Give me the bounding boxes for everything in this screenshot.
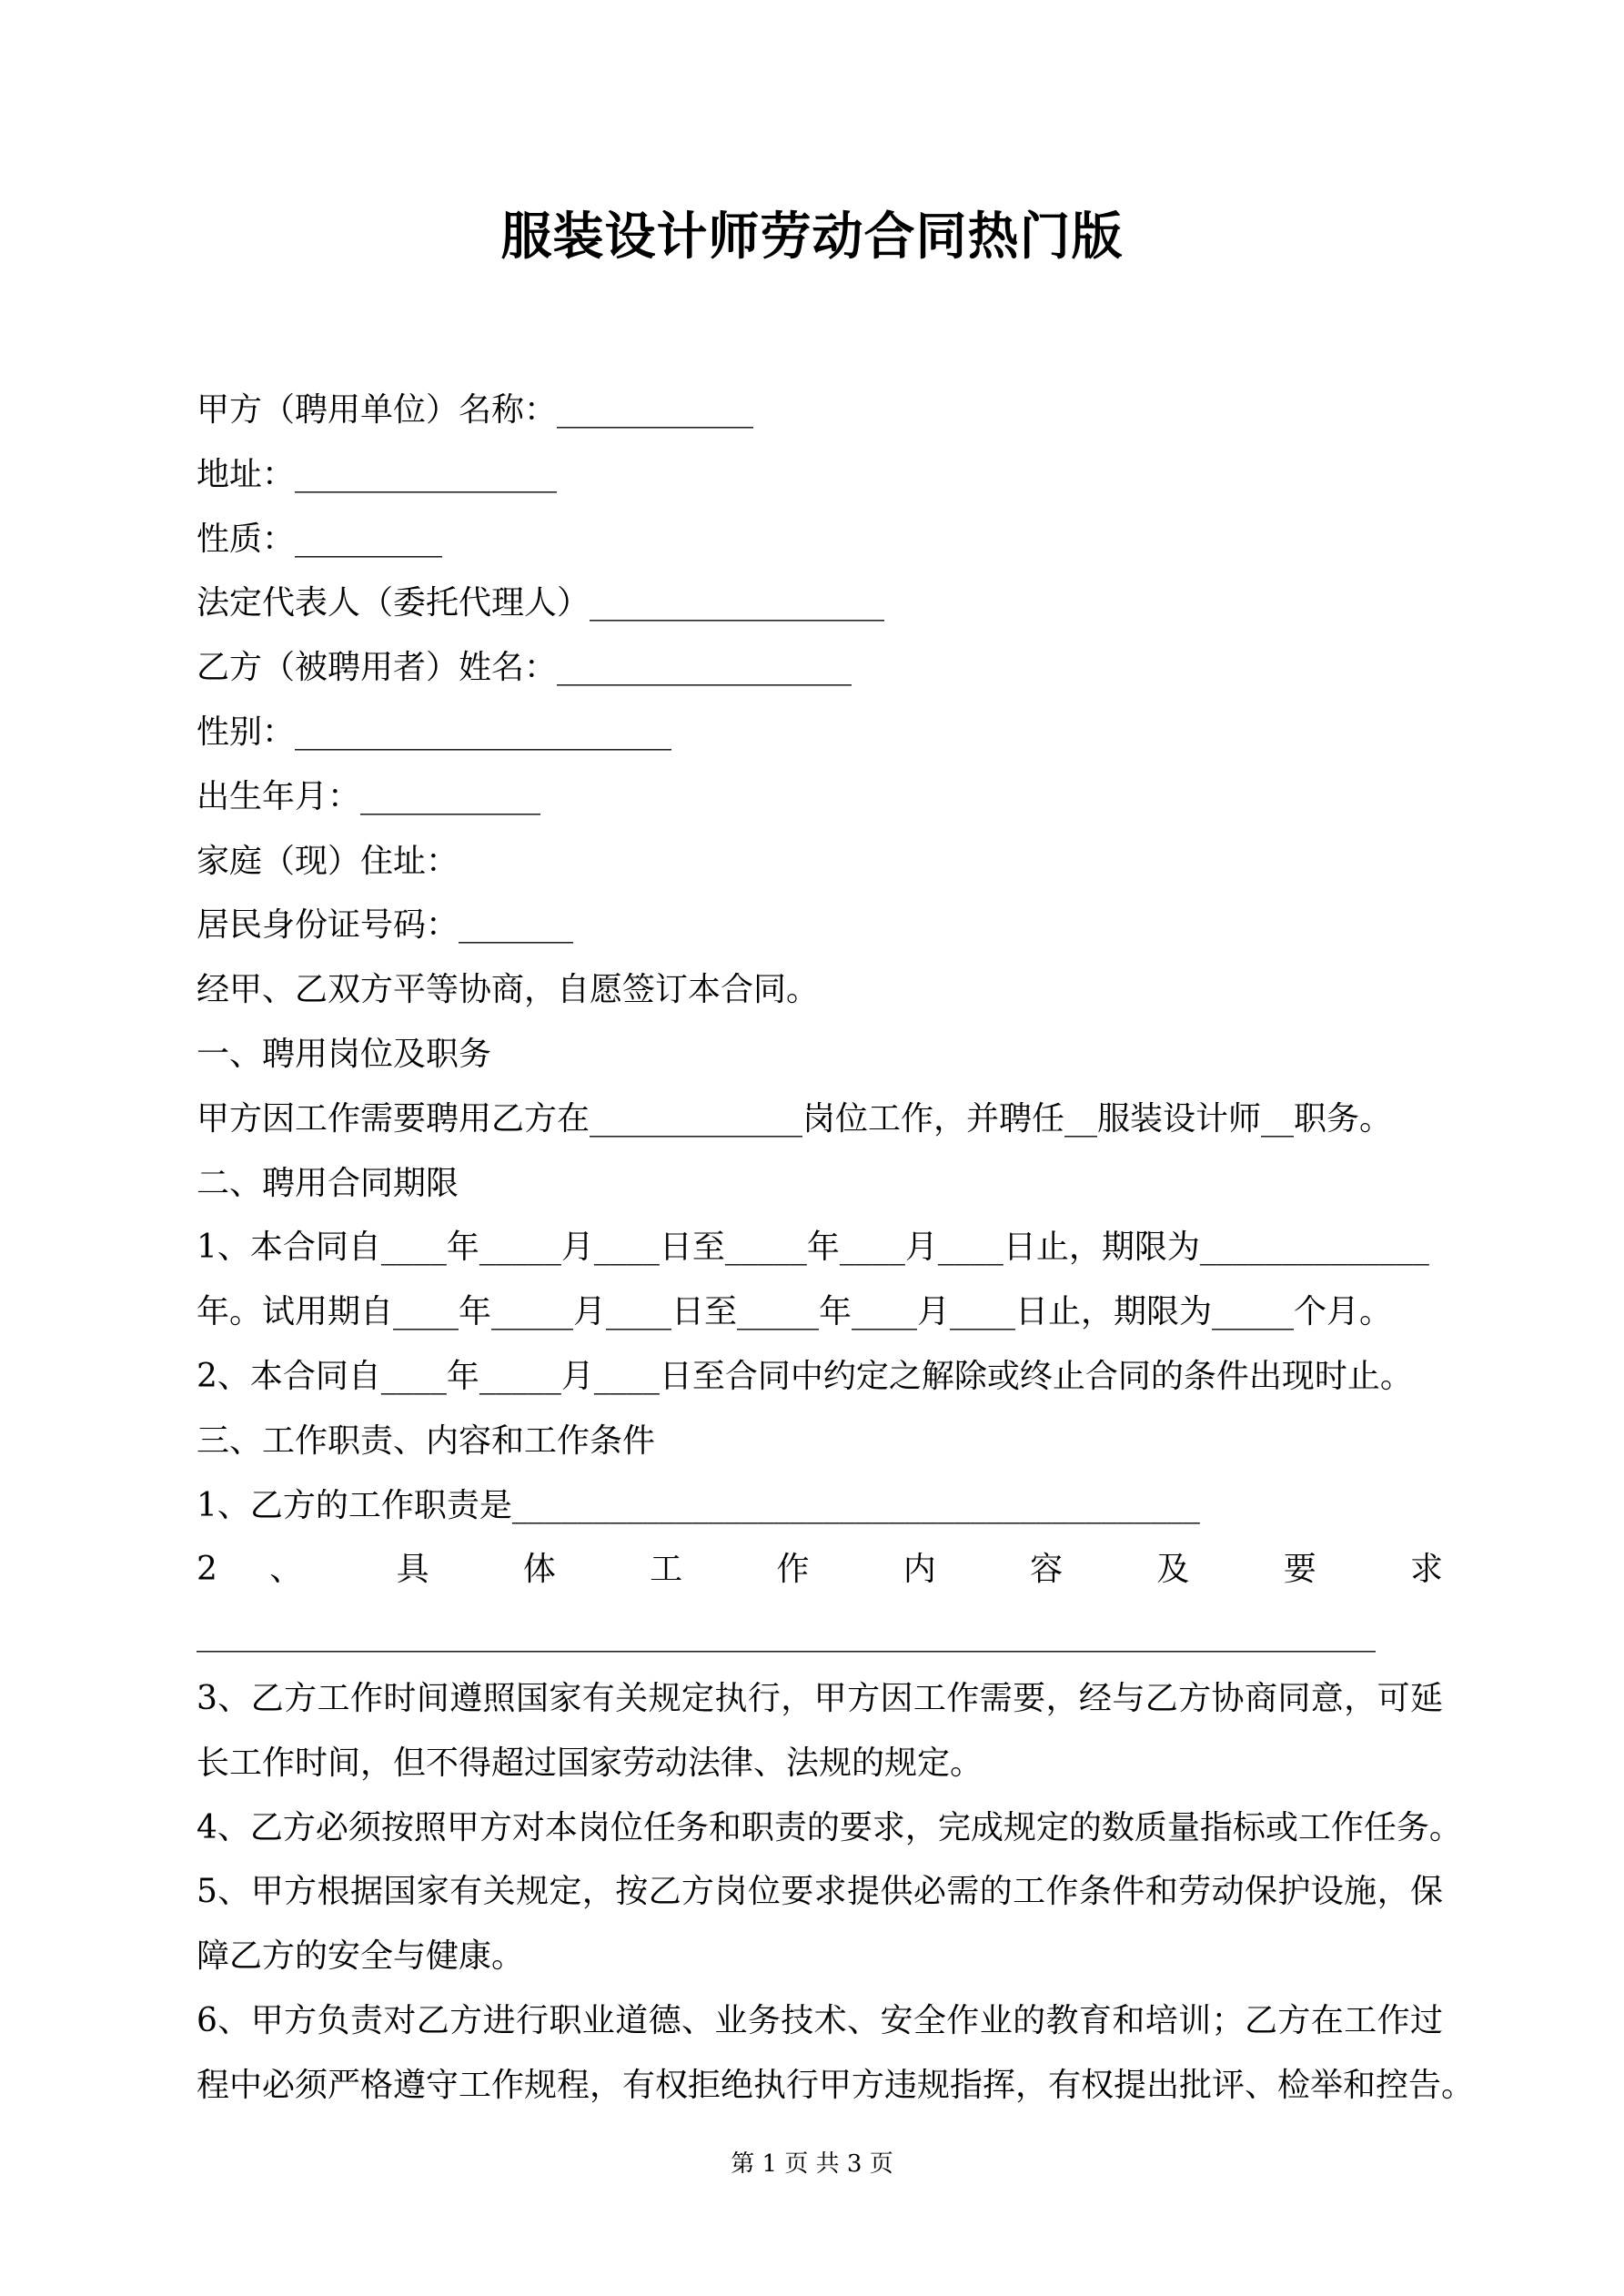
clause-term-1-cont: 年。试用期自____年_____月____日至_____年____月____日止，期限为_____个月。: [197, 1293, 1393, 1331]
birth-date-field: 出生年月：___________: [197, 777, 541, 815]
contract-body: [197, 379, 1475, 2119]
clause-duties-2: 2 、 具 体 工 作 内 容 及 要 求: [197, 1551, 1443, 1589]
party-a-nature-field: 性质：_________: [197, 520, 443, 558]
gender-field: 性别：_______________________: [197, 713, 672, 751]
clause-term-2: 2、本合同自____年_____月____日至合同中约定之解除或终止合同的条件出现时止。: [197, 1357, 1413, 1395]
party-a-address-field: 地址：________________: [197, 455, 558, 493]
id-number-field: 居民身份证号码：_______: [197, 906, 574, 945]
section-heading-1: 一、聘用岗位及职务: [197, 1035, 492, 1073]
clause-duties-1: 1、乙方的工作职责是__________________________________________: [197, 1486, 1200, 1524]
agreement-statement: 经甲、乙双方平等协商，自愿签订本合同。: [197, 971, 820, 1009]
document-title: 服装设计师劳动合同热门版: [500, 207, 1124, 267]
clause-duties-6-cont: 程中必须严格遵守工作规程，有权拒绝执行甲方违规指挥，有权提出批评、检举和控告。: [197, 2066, 1475, 2104]
clause-position: 甲方因工作需要聘用乙方在_____________岗位工作，并聘任__服装设计师__职务。: [197, 1099, 1393, 1138]
legal-representative-field: 法定代表人（委托代理人）__________________: [197, 584, 885, 622]
duties-blank-line: ________________________________________________________________________: [197, 1615, 1376, 1654]
section-heading-3: 三、工作职责、内容和工作条件: [197, 1421, 656, 1460]
clause-duties-6: 6、甲方负责对乙方进行职业道德、业务技术、安全作业的教育和培训；乙方在工作过: [197, 2001, 1443, 2039]
party-b-name-field: 乙方（被聘用者）姓名：__________________: [197, 649, 852, 687]
clause-duties-5-cont: 障乙方的安全与健康。: [197, 1937, 525, 1976]
home-address-field: 家庭（现）住址：: [197, 842, 459, 880]
clause-duties-4: 4、乙方必须按照甲方对本岗位任务和职责的要求，完成规定的数质量指标或工作任务。: [197, 1808, 1462, 1846]
clause-term-1: 1、本合同自____年_____月____日至_____年____月____日止，期限为______________: [197, 1229, 1429, 1267]
clause-duties-5: 5、甲方根据国家有关规定，按乙方岗位要求提供必需的工作条件和劳动保护设施，保: [197, 1873, 1443, 1911]
clause-duties-3: 3、乙方工作时间遵照国家有关规定执行，甲方因工作需要，经与乙方协商同意，可延: [197, 1679, 1443, 1717]
party-a-name-field: 甲方（聘用单位）名称：____________: [197, 391, 754, 429]
clause-duties-3-cont: 长工作时间，但不得超过国家劳动法律、法规的规定。: [197, 1744, 983, 1782]
page-number: 第 1 页 共 3 页: [731, 2150, 893, 2178]
section-heading-2: 二、聘用合同期限: [197, 1164, 459, 1202]
